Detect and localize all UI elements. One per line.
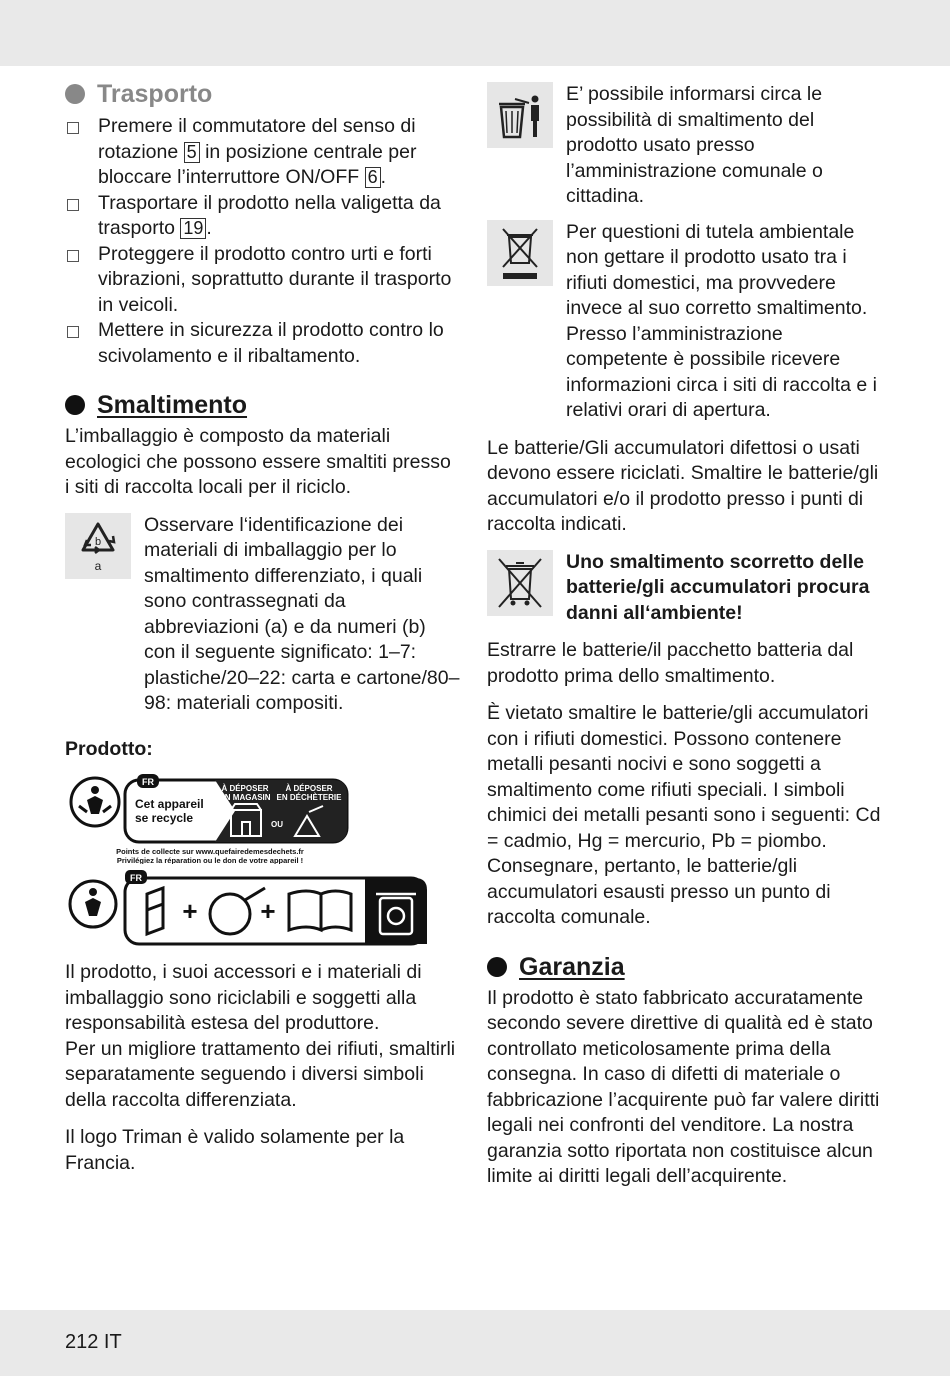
svg-text:EN MAGASIN: EN MAGASIN — [219, 793, 271, 802]
svg-text:OU: OU — [271, 820, 283, 829]
triman-logo-icon — [70, 881, 116, 927]
triman-note: Il logo Triman è valido solamente per la Francia. — [65, 1126, 405, 1174]
bottom-band — [0, 1310, 950, 1376]
heavy-metals-text: È vietato smaltire le batterie/gli accumulatori con i rifiuti domestici. Possono contenere metalli pesanti nocivi e sono soggetti a smaltimento come rifiuti speciali. I simboli chimici dei metalli pesanti sono i seguenti: Cd = cadmio, Hg = mercurio, Pb = piombo. Consegnare, pertanto, le batterie/gli accumulatori esausti presso un punto di raccolta comunale. — [487, 702, 881, 928]
left-column — [65, 78, 460, 1176]
plus-icon: + — [260, 896, 276, 926]
municipal-info-text: E’ possibile informarsi circa le possibilità di smaltimento del prodotto usato presso l’amministrazione comunale o cittadina. — [566, 83, 823, 207]
environment-note — [487, 220, 887, 424]
heading-disposal: Smaltimento — [65, 389, 460, 421]
top-band — [0, 0, 950, 66]
bullet-dot-icon — [487, 957, 507, 977]
part-reference: 6 — [365, 167, 381, 188]
batteries-recycle-text: Le batterie/Gli accumulatori difettosi o usati devono essere riciclati. Smaltire le batterie/gli accumulatori e/o il prodotto presso i punti di raccolta indicati. — [487, 436, 879, 535]
checkbox-square-icon — [67, 250, 79, 262]
svg-text:À DÉPOSER: À DÉPOSER — [285, 784, 333, 793]
transport-list — [65, 114, 460, 369]
list-item: Mettere in sicurezza il prodotto contro lo scivolamento e il ribaltamento. — [65, 318, 460, 369]
triman-logo-icon — [71, 778, 119, 826]
bullet-dot-icon — [65, 84, 85, 104]
heading-warranty: Garanzia — [487, 951, 887, 983]
environment-text: Per questioni di tutela ambientale non gettare il prodotto usato tra i rifiuti domestici, ma provvedere invece al suo corretto smaltimento. Presso l’amministrazione competente è possibile ricevere informazioni circa i siti di raccolta e i relativi orari di apertura. — [566, 220, 878, 421]
recycle-label-a: a — [94, 558, 102, 573]
svg-text:FR: FR — [142, 777, 154, 787]
svg-text:Cet appareil: Cet appareil — [135, 797, 204, 811]
waste-bin-person-icon — [487, 82, 553, 148]
plus-icon: + — [182, 896, 198, 926]
right-column — [487, 82, 887, 1190]
svg-text:FR: FR — [130, 873, 142, 883]
svg-text:se recycle: se recycle — [135, 811, 194, 825]
disposal-intro: L’imballaggio è composto da materiali ecologici che possono essere smaltiti presso i siti di raccolta locali per il riciclo. — [65, 425, 451, 498]
bullet-dot-icon — [65, 395, 85, 415]
crossed-bin-icon — [487, 220, 553, 286]
recycle-text: Osservare l‘identificazione dei materiali di imballaggio per lo smaltimento differenziato, i quali sono contrassegnati da abbreviazioni (a) e da numeri (b) con il seguente significato: 1–7: plastiche/20–22: carta e cartone/80–98: materiali compositi. — [144, 513, 460, 714]
battery-warning-note — [487, 550, 887, 627]
recycle-label-b: b — [94, 535, 102, 548]
separate-collection-text: Per un migliore trattamento dei rifiuti, smaltirli separatamente seguendo i diversi simboli della raccolta differenziata. — [65, 1037, 456, 1111]
battery-warning-text: Uno smaltimento scorretto delle batterie/gli accumulatori procura danni all‘ambiente! — [566, 550, 870, 624]
crossed-battery-bin-icon — [487, 550, 553, 616]
list-item: Proteggere il prodotto contro urti e forti vibrazioni, soprattutto durante il trasporto in veicoli. — [65, 242, 460, 319]
recycle-triangle-icon — [65, 513, 131, 579]
part-reference: 19 — [180, 218, 206, 239]
svg-text:À DÉPOSER: À DÉPOSER — [221, 784, 269, 793]
warranty-text: Il prodotto è stato fabbricato accuratamente secondo severe direttive di qualità ed è stato controllato meticolosamente prima della consegna. In caso di difetti di materiale o fabbricazione l’acquirente può far valere diritti legali nei confronti del venditore. La nostra garanzia sotto riportata non costituisce alcun limite ai diritti legali dell’acquirente. — [487, 986, 880, 1187]
page-number: 212 IT — [65, 1331, 122, 1353]
municipal-info-note — [487, 82, 887, 210]
triman-info-label — [65, 772, 355, 864]
list-item: Trasportare il prodotto nella valigetta da trasporto 19 . — [65, 191, 460, 242]
checkbox-square-icon — [67, 199, 79, 211]
list-item: Premere il commutatore del senso di rotazione 5 in posizione centrale per bloccare l’interruttore ON/OFF 6 . — [65, 114, 460, 191]
checkbox-square-icon — [67, 326, 79, 338]
triman-sorting-label — [65, 870, 430, 950]
svg-text:Points de collecte sur www.que: Points de collecte sur www.quefairedemesdechets.fr — [116, 847, 304, 856]
product-label: Prodotto: — [65, 737, 153, 760]
part-reference: 5 — [184, 142, 200, 163]
producer-responsibility-text: Il prodotto, i suoi accessori e i materiali di imballaggio sono riciclabili e soggetti alla responsabilità estesa del produttore. — [65, 961, 422, 1034]
svg-text:Privilégiez la réparation ou l: Privilégiez la réparation ou le don de votre appareil ! — [116, 856, 304, 864]
svg-text:EN DÉCHÈTERIE: EN DÉCHÈTERIE — [276, 793, 342, 802]
recycle-note — [65, 513, 460, 717]
checkbox-square-icon — [67, 122, 79, 134]
remove-batteries-text: Estrarre le batterie/il pacchetto batteria dal prodotto prima dello smaltimento. — [487, 639, 854, 687]
heading-transport: Trasporto — [65, 78, 460, 110]
